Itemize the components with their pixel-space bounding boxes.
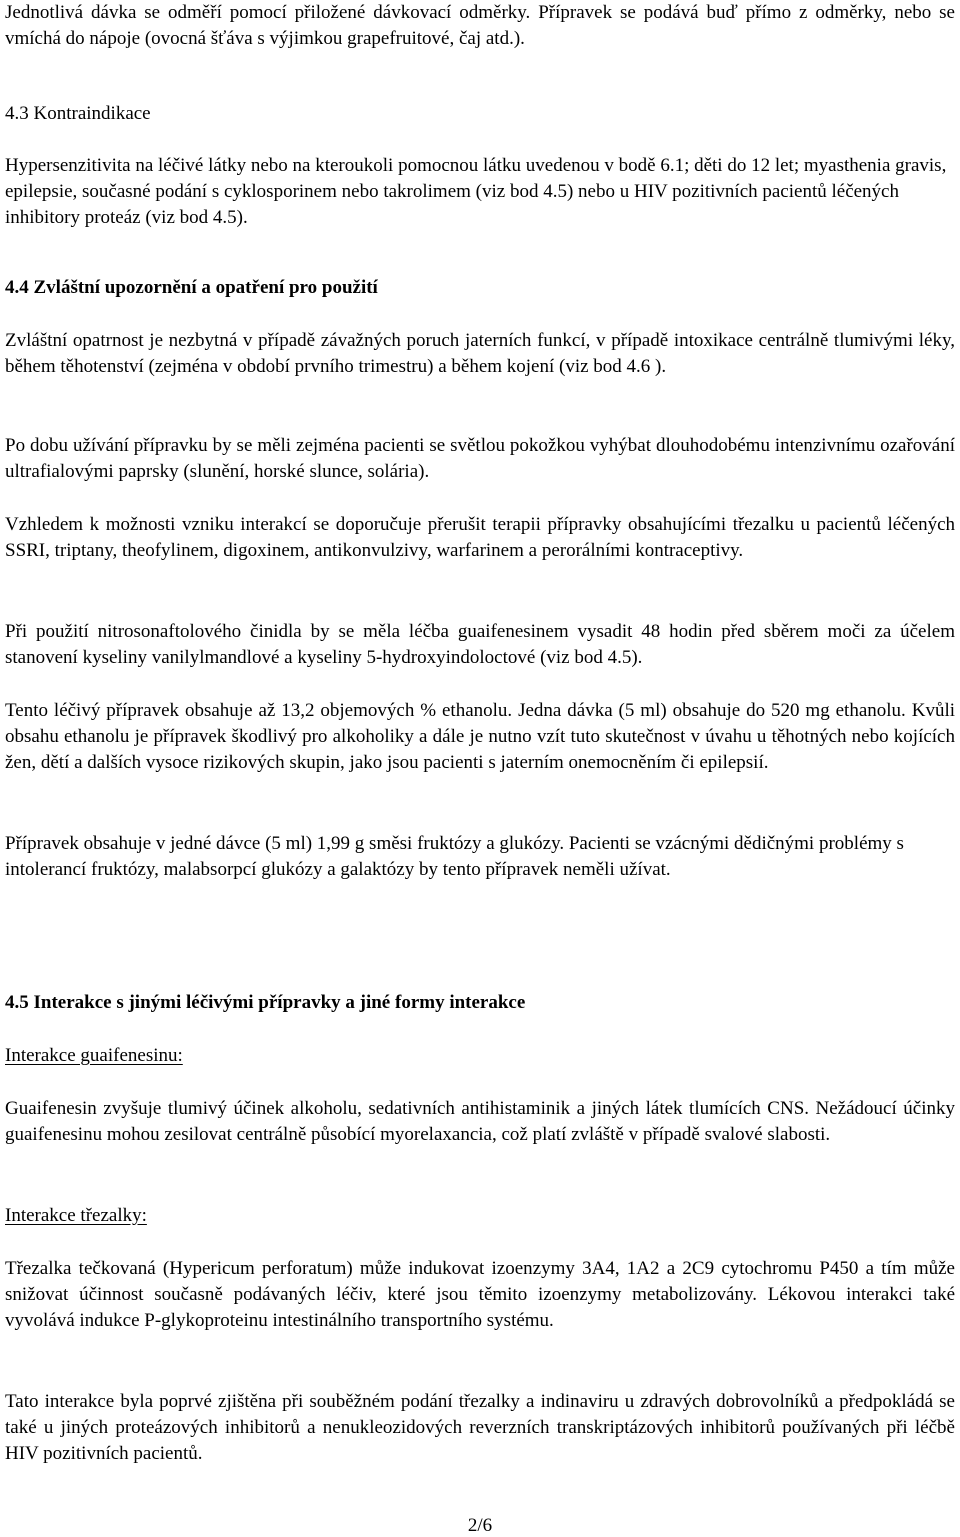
subheading-guaifenesin: Interakce guaifenesinu: xyxy=(5,1045,183,1066)
section-4-3-text: Hypersenzitivita na léčivé látky nebo na kteroukoli pomocnou látku uvedenou v bodě 6.1; děti do 12 let; myasthenia gravis, epilepsie, současné podání s cyklosporinem nebo takrolimem (viz bod 4.5) nebo u HIV pozitivních pacientů léčených inhibitory proteáz (viz bod 4.5). xyxy=(5,155,947,228)
section-4-5-paragraph-3: Tato interakce byla poprvé zjištěna při souběžném podání třezalky a indinaviru u zdravých dobrovolníků a předpokládá se také u jiných proteázových inhibitorů a nenukleozidových reverzních transkriptázových inhibitorů používaných při léčbě HIV pozitivních pacientů. xyxy=(5,1391,955,1464)
section-4-5-paragraph-1: Guaifenesin zvyšuje tlumivý účinek alkoholu, sedativních antihistaminik a jiných látek tlumících CNS. Nežádoucí účinky guaifenesinu mohou zesilovat centrálně působící myorelaxancia, což platí zvláště v případě svalové slabosti. xyxy=(5,1098,955,1145)
section-4-4-paragraph-1: Zvláštní opatrnost je nezbytná v případě závažných poruch jaterních funkcí, v případě intoxikace centrálně tlumivými léky, během těhotenství (zejména v období prvního trimestru) a během kojení (viz bod 4.6 ). xyxy=(5,330,955,377)
section-4-4-paragraph-3: Vzhledem k možnosti vzniku interakcí se doporučuje přerušit terapii přípravky obsahujícími třezalku u pacientů léčených SSRI, triptany, theofylinem, digoxinem, antikonvulzivy, warfarinem a perorálními kontraceptivy. xyxy=(5,514,955,561)
section-4-4-paragraph-4: Při použití nitrosonaftolového činidla by se měla léčba guaifenesinem vysadit 48 hodin před sběrem moči za účelem stanovení kyseliny vanilylmandlové a kyseliny 5-hydroxyindoloctové (viz bod 4.5). xyxy=(5,621,955,668)
page-number: 2/6 xyxy=(467,1515,493,1536)
section-4-4-heading: 4.4 Zvláštní upozornění a opatření pro použití xyxy=(5,277,378,298)
section-4-4-paragraph-6: Přípravek obsahuje v jedné dávce (5 ml) 1,99 g směsi fruktózy a glukózy. Pacienti se vzácnými dědičnými problémy s intolerancí fruktózy, malabsorpcí glukózy a galaktózy by tento přípravek neměli užívat. xyxy=(5,833,904,880)
subheading-trezalka: Interakce třezalky: xyxy=(5,1205,147,1226)
section-4-5-heading: 4.5 Interakce s jinými léčivými přípravky a jiné formy interakce xyxy=(5,992,526,1013)
section-4-5-paragraph-2: Třezalka tečkovaná (Hypericum perforatum) může indukovat izoenzymy 3A4, 1A2 a 2C9 cytochromu P450 a tím může snižovat účinnost současně podávaných léčiv, které jsou těmito izoenzymy metabolizovány. Lékovou interakci také vyvolává indukce P-glykoproteinu intestinálního transportního systému. xyxy=(5,1258,955,1331)
section-4-4-paragraph-2: Po dobu užívání přípravku by se měli zejména pacienti se světlou pokožkou vyhýbat dlouhodobému intenzivnímu ozařování ultrafialovými paprsky (slunění, horské slunce, solária). xyxy=(5,435,955,482)
section-4-3-heading: 4.3 Kontraindikace xyxy=(5,103,151,124)
section-4-4-paragraph-5: Tento léčivý přípravek obsahuje až 13,2 objemových % ethanolu. Jedna dávka (5 ml) obsahuje do 520 mg ethanolu. Kvůli obsahu ethanolu je přípravek škodlivý pro alkoholiky a dále je nutno vzít tuto skutečnost v úvahu u těhotných nebo kojících žen, dětí a dalších vysoce rizikových skupin, jako jsou pacienti s jaterním onemocněním či epilepsií. xyxy=(5,700,955,773)
intro-paragraph: Jednotlivá dávka se odměří pomocí přiložené dávkovací odměrky. Přípravek se podává buď přímo z odměrky, nebo se vmíchá do nápoje (ovocná šťáva s výjimkou grapefruitové, čaj atd.). xyxy=(5,2,955,49)
